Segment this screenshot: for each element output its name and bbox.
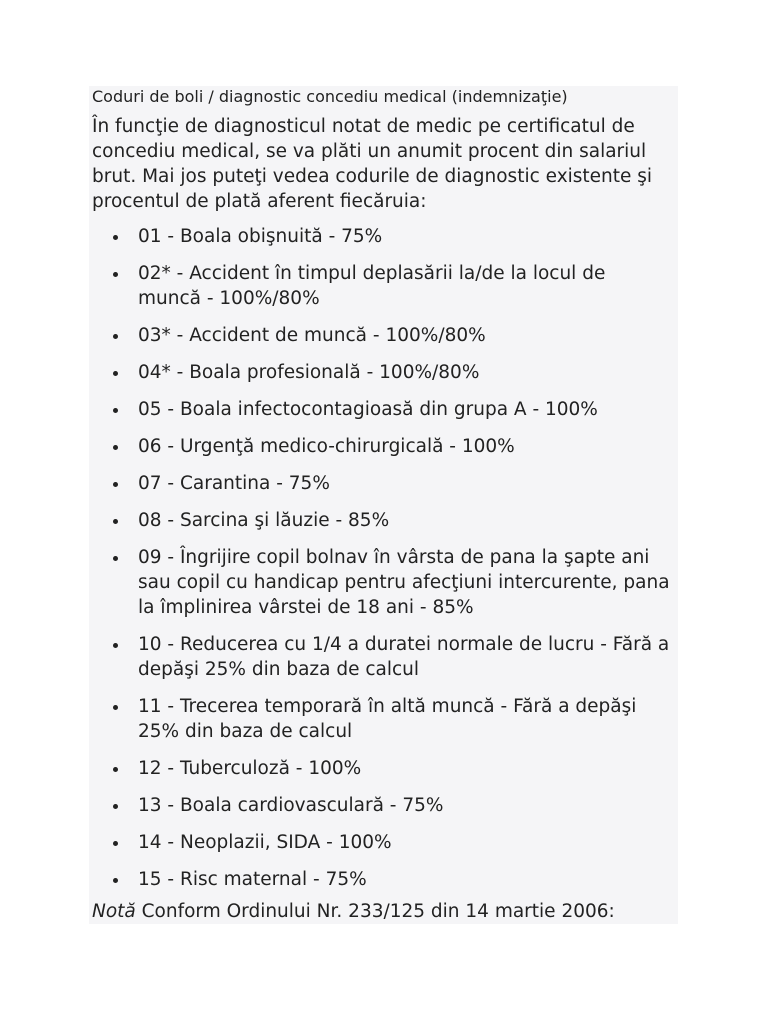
list-item-text: 11 - Trecerea temporară în altă muncă - Fără a depăşi 25% din baza de calcul	[138, 696, 637, 742]
bullet-icon	[113, 556, 118, 561]
bullet-icon	[113, 408, 118, 413]
bullet-icon	[113, 878, 118, 883]
list-item	[89, 323, 678, 348]
list-item-text: 03* - Accident de muncă - 100%/80%	[138, 325, 486, 346]
list-item-text: 10 - Reducerea cu 1/4 a duratei normale de lucru - Fără a depăşi 25% din baza de calcul	[138, 634, 670, 680]
bullet-icon	[113, 371, 118, 376]
list-item	[89, 261, 678, 311]
diagnostic-codes-list	[89, 224, 678, 904]
note-label: Notă	[92, 901, 136, 922]
list-item	[89, 397, 678, 422]
note-line	[92, 899, 615, 924]
list-item-text: 06 - Urgenţă medico-chirurgicală - 100%	[138, 436, 515, 457]
list-item	[89, 224, 678, 249]
bullet-icon	[113, 482, 118, 487]
list-item-text: 08 - Sarcina şi lăuzie - 85%	[138, 510, 390, 531]
intro-paragraph: În funcţie de diagnosticul notat de medic pe certificatul de concediu medical, se va plăti un anumit procent din salariul brut. Mai jos puteţi vedea codurile de diagnostic existente şi procentul de plată aferent fiecăruia:	[92, 116, 653, 212]
bullet-icon	[113, 767, 118, 772]
list-item	[89, 434, 678, 459]
document-title: Coduri de boli / diagnostic concediu medical (indemnizaţie)	[92, 87, 568, 106]
note-text: Conform Ordinului Nr. 233/125 din 14 martie 2006:	[135, 901, 615, 922]
bullet-icon	[113, 235, 118, 240]
list-item-text: 15 - Risc maternal - 75%	[138, 869, 367, 890]
list-item-text: 13 - Boala cardiovasculară - 75%	[138, 795, 444, 816]
list-item-text: 01 - Boala obişnuită - 75%	[138, 226, 383, 247]
document-page	[89, 86, 678, 924]
list-item-text: 09 - Îngrijire copil bolnav în vârsta de pana la şapte ani sau copil cu handicap pentru afecţiuni intercurente, pana la împlinirea vârstei de 18 ani - 85%	[138, 547, 670, 618]
bullet-icon	[113, 643, 118, 648]
bullet-icon	[113, 804, 118, 809]
list-item	[89, 508, 678, 533]
list-item-text: 02* - Accident în timpul deplasării la/de la locul de muncă - 100%/80%	[138, 263, 606, 309]
bullet-icon	[113, 519, 118, 524]
list-item	[89, 793, 678, 818]
list-item-text: 05 - Boala infectocontagioasă din grupa A - 100%	[138, 399, 598, 420]
list-item	[89, 830, 678, 855]
list-item-text: 04* - Boala profesională - 100%/80%	[138, 362, 480, 383]
list-item	[89, 471, 678, 496]
list-item-text: 12 - Tuberculoză - 100%	[138, 758, 362, 779]
bullet-icon	[113, 841, 118, 846]
bullet-icon	[113, 705, 118, 710]
bullet-icon	[113, 445, 118, 450]
bullet-icon	[113, 334, 118, 339]
list-item	[89, 360, 678, 385]
list-item	[89, 867, 678, 892]
list-item	[89, 694, 678, 744]
list-item-text: 07 - Carantina - 75%	[138, 473, 330, 494]
list-item	[89, 632, 678, 682]
list-item-text: 14 - Neoplazii, SIDA - 100%	[138, 832, 392, 853]
bullet-icon	[113, 272, 118, 277]
list-item	[89, 756, 678, 781]
list-item	[89, 545, 678, 620]
